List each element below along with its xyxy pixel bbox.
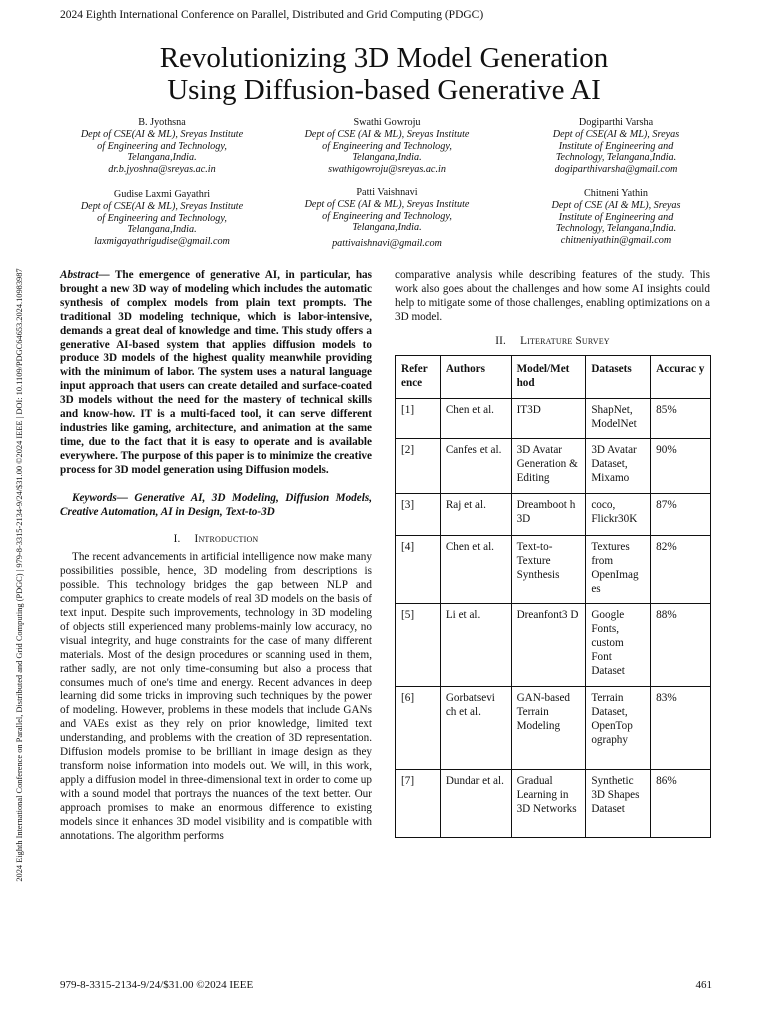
author-email[interactable]: dogiparthivarsha@gmail.com [554,164,678,176]
table-cell: 82% [651,536,711,604]
author-block [511,117,721,176]
table-cell: 88% [651,604,711,687]
table-row [396,439,711,494]
author-name: Patti Vaishnavi [356,187,418,198]
table-cell: Synthetic 3D Shapes Dataset [586,770,651,838]
author-affiliation: Technology, Telangana,India. [555,223,677,235]
author-email[interactable]: laxmigayathrigudise@gmail.com [94,236,230,248]
table-cell: Dreanfont3 D [511,604,586,687]
table-cell: 3D Avatar Dataset, Mixamo [586,439,651,494]
table-cell: Terrain Dataset, OpenTop ography [586,687,651,770]
author-email[interactable]: swathigowroju@sreyas.ac.in [328,164,446,176]
author-name: Dogiparthi Varsha [578,117,654,128]
section-heading-literature-survey [395,335,710,347]
author-email[interactable]: dr.b.jyoshna@sreyas.ac.in [108,164,216,176]
table-cell: 90% [651,439,711,494]
table-cell: [2] [396,439,441,494]
author-block [57,117,267,176]
author-affiliation: Dept of CSE(AI & ML), Sreyas Institute [80,200,244,212]
table-header-cell: Accurac y [651,355,711,399]
table-cell: 87% [651,494,711,536]
author-block [282,117,492,176]
author-affiliation: Dept of CSE(AI & ML), Sreyas Institute [80,128,244,140]
author-affiliation: Telangana,India. [127,152,197,164]
author-affiliation: Dept of CSE (AI & ML), Sreyas [551,199,681,211]
table-cell: GAN-based Terrain Modeling [511,687,586,770]
author-affiliation: of Engineering and Technology, [322,210,452,222]
introduction-text: The recent advancements in artificial intelligence now make many possibilities possible, hence, 3D modeling from descriptions is possible. This technology bridges the gap between NLP and computer graphics to create models of real 3D models on the basis of text input. Despite such improvements, technology in 3D modeling of objects still experienced many problems-mainly low accuracy, no visual integrity, and huge constraints for the case of many different materials. Most of the design procedures or scanning used in them, rather sadly, are not only time-consuming but also a process that consumes much of one's time and energy. Recent advances in deep learning did some tricks in improving such techniques by the power of modeling. However, problems in these models that include GANs and VAEs exist as they rely on prior knowledge, limited text understanding, and problems with the creation of 3D representation. Diffusion models promise to be brilliant in image design as they transform noise information into models out. We will, in this work, apply a diffusion model in three-dimensional text in order to come up with a sound model that portrays the nuances of the text better. Our approach promises to make an enormous difference to existing models since it enhances 3D model visibility and is compatible with annotations. The algorithm performs [60,551,372,842]
abstract-text: The emergence of generative AI, in particular, has brought a new 3D way of modeling which includes the automatic synthesis of complex models from plain text prompts. The traditional 3D modeling technique, which is labor-intensive, demands a great deal of knowledge and time. This study offers a generative AI-based system that applies diffusion models to produce 3D models of the highest quality meanwhile providing with the minimum of labor. The system uses a natural language input approach that users can create detailed and surface-coated 3D models without the need for the mastery of technical skills and know-how. IT is a multi-faced tool, it can serve different industries like gaming, architecture, and animation at the same time, due to the fact that it is easy to operate and is available everywhere. The purpose of this paper is to minimize the creative process for 3D model generation using Diffusion models. [60,269,372,476]
title-line-1: Revolutionizing 3D Model Generation [159,42,609,74]
author-affiliation: Dept of CSE (AI & ML), Sreyas Institute [304,128,470,140]
table-header-cell: Datasets [586,355,651,399]
table-row [396,536,711,604]
footer-copyright: 979-8-3315-2134-9/24/$31.00 ©2024 IEEE [60,979,254,991]
table-cell: ShapNet, ModelNet [586,399,651,439]
author-affiliation: of Engineering and Technology, [97,212,227,224]
table-cell: 85% [651,399,711,439]
left-column [60,269,372,843]
author-block [282,187,492,250]
table-cell: 83% [651,687,711,770]
author-affiliation: Telangana,India. [127,224,197,236]
table-cell: Chen et al. [440,536,511,604]
section-heading-introduction [60,533,372,545]
table-row [396,770,711,838]
author-name: Gudise Laxmi Gayathri [113,189,211,200]
section-number: I. [173,533,181,546]
section-number: II. [495,334,507,347]
table-cell: coco, Flickr30K [586,494,651,536]
table-header-cell: Refer ence [396,355,441,399]
paper-title [0,42,768,106]
author-email[interactable]: pattivaishnavi@gmail.com [332,238,442,250]
table-cell: Gorbatsevi ch et al. [440,687,511,770]
table-cell: [1] [396,399,441,439]
keywords: Keywords— Generative AI, 3D Modeling, Diffusion Models, Creative Automation, AI in Design, Text-to-3D [60,491,372,518]
author-block [57,189,267,248]
table-cell: IT3D [511,399,586,439]
table-cell: Raj et al. [440,494,511,536]
table-cell: [7] [396,770,441,838]
table-cell: Li et al. [440,604,511,687]
abstract [60,269,372,478]
table-row [396,399,711,439]
table-cell: Dreamboot h 3D [511,494,586,536]
table-cell: 3D Avatar Generation & Editing [511,439,586,494]
author-affiliation: Dept of CSE(AI & ML), Sreyas [552,128,680,140]
section-title: Introduction [194,533,259,546]
abstract-lead: Abstract— [60,269,110,281]
author-affiliation: Telangana,India. [352,222,422,234]
author-name: Swathi Gowroju [353,117,421,128]
table-cell: Google Fonts, custom Font Dataset [586,604,651,687]
table-cell: [4] [396,536,441,604]
page-number: 461 [695,979,712,991]
table-cell: Canfes et al. [440,439,511,494]
right-column [395,269,710,838]
section-title: Literature Survey [520,334,610,347]
table-row [396,604,711,687]
author-block [511,188,721,247]
author-affiliation: Dept of CSE (AI & ML), Sreyas Institute [304,198,470,210]
author-email[interactable]: chitneniyathin@gmail.com [560,235,672,247]
author-name: Chitneni Yathin [584,188,648,199]
table-row [396,687,711,770]
author-affiliation: Telangana,India. [352,152,422,164]
table-cell: Gradual Learning in 3D Networks [511,770,586,838]
title-line-2: Using Diffusion-based Generative AI [167,74,601,106]
author-affiliation: Institute of Engineering and [558,140,674,152]
table-cell: Text-to-Texture Synthesis [511,536,586,604]
table-cell: [5] [396,604,441,687]
table-header-row [396,355,711,399]
table-cell: [6] [396,687,441,770]
side-doi-text: 2024 Eighth International Conference on Parallel, Distributed and Grid Computing (PDGC) | 979-8-3315-2134-9/24/$31.00 ©2024 IEEE | DOI: 10.1109/PDGC64653.2024.10983987 [15,268,24,882]
author-name: B. Jyothsna [138,117,186,128]
table-cell: Dundar et al. [440,770,511,838]
table-row [396,494,711,536]
table-cell: Chen et al. [440,399,511,439]
table-cell: [3] [396,494,441,536]
author-affiliation: Technology, Telangana,India. [555,152,677,164]
table-cell: Textures from OpenImag es [586,536,651,604]
author-affiliation: of Engineering and Technology, [97,140,227,152]
table-cell: 86% [651,770,711,838]
table-header-cell: Authors [440,355,511,399]
introduction-continued-text: comparative analysis while describing features of the study. This work also goes about the challenges and how some AI insights could help to mitigate some of those challenges, enabling optimizations on a 3D model. [395,269,710,323]
author-affiliation: of Engineering and Technology, [322,140,452,152]
table-header-cell: Model/Met hod [511,355,586,399]
conference-header: 2024 Eighth International Conference on Parallel, Distributed and Grid Computing (PDGC) [60,9,484,21]
author-affiliation: Institute of Engineering and [558,211,674,223]
literature-survey-table [395,355,711,839]
